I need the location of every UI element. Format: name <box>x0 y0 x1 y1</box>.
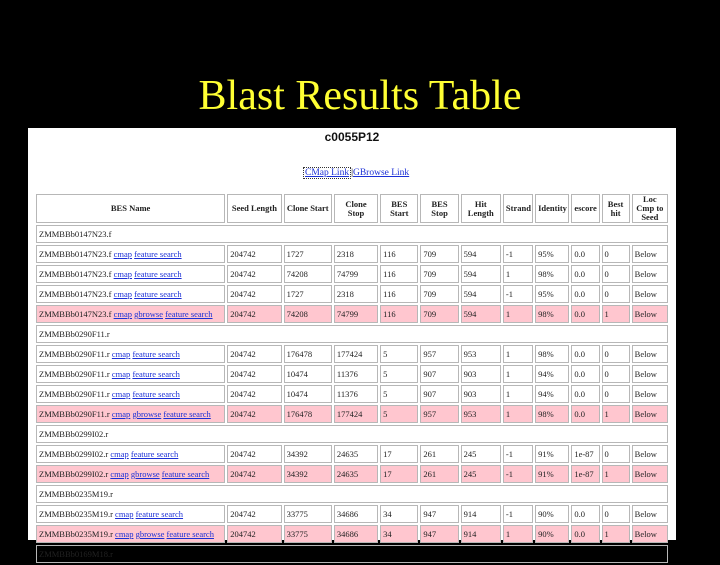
table-cell: 5 <box>380 385 418 403</box>
table-cell: 0 <box>602 505 630 523</box>
table-cell: 34392 <box>284 445 332 463</box>
bes-name: ZMMBBb0147N23.f <box>39 249 114 259</box>
table-cell: 1 <box>503 525 533 543</box>
table-cell: 0.0 <box>571 365 599 383</box>
table-cell: Below <box>632 405 668 423</box>
table-cell: 5 <box>380 365 418 383</box>
table-cell: 953 <box>461 345 501 363</box>
table-cell: 24635 <box>334 445 378 463</box>
group-row <box>36 425 668 443</box>
column-header: Best hit <box>602 194 630 223</box>
table-cell: 116 <box>380 245 418 263</box>
cmap-link[interactable]: cmap <box>115 509 134 519</box>
group-name: ZMMBBb0147N23.f <box>36 225 668 243</box>
bes-name-cell <box>36 405 225 423</box>
feature-search-link[interactable]: feature search <box>132 369 180 379</box>
table-cell: 709 <box>420 285 458 303</box>
table-cell: -1 <box>503 445 533 463</box>
table-cell: Below <box>632 505 668 523</box>
table-cell: 0 <box>602 365 630 383</box>
group-row <box>36 325 668 343</box>
table-cell: 34392 <box>284 465 332 483</box>
table-cell: 204742 <box>227 445 281 463</box>
bes-name: ZMMBBb0147N23.f <box>39 289 114 299</box>
cmap-link[interactable]: cmap <box>110 469 129 479</box>
column-header: escore <box>571 194 599 223</box>
group-row <box>36 225 668 243</box>
table-cell: 34 <box>380 525 418 543</box>
table-cell: 11376 <box>334 365 378 383</box>
table-cell: -1 <box>503 505 533 523</box>
table-row-best-hit <box>36 525 668 543</box>
table-cell: 34686 <box>334 505 378 523</box>
feature-search-link[interactable]: feature search <box>166 529 214 539</box>
table-cell: 903 <box>461 385 501 403</box>
table-header-row <box>36 194 668 223</box>
bes-name-cell <box>36 525 225 543</box>
bes-name-cell <box>36 385 225 403</box>
table-cell: 33775 <box>284 505 332 523</box>
table-cell: 94% <box>535 365 569 383</box>
bes-name: ZMMBBb0290F11.r <box>39 369 112 379</box>
table-cell: 594 <box>461 305 501 323</box>
table-cell: 957 <box>420 405 458 423</box>
feature-search-link[interactable]: feature search <box>130 449 179 459</box>
bes-name-cell <box>36 345 225 363</box>
table-cell: 176478 <box>284 345 332 363</box>
page-heading: c0055P12 <box>324 130 380 144</box>
table-cell: 1 <box>503 385 533 403</box>
table-row-best-hit <box>36 465 668 483</box>
table-cell: 261 <box>420 465 458 483</box>
table-cell: 204742 <box>227 385 281 403</box>
table-cell: 98% <box>535 345 569 363</box>
table-cell: 0 <box>602 345 630 363</box>
table-cell: 0.0 <box>571 265 599 283</box>
table-cell: Below <box>632 385 668 403</box>
table-cell: 5 <box>380 405 418 423</box>
table-cell: 0.0 <box>571 285 599 303</box>
table-cell: Below <box>632 465 668 483</box>
table-cell: 1e-87 <box>571 445 599 463</box>
group-row <box>36 545 668 563</box>
table-cell: 0 <box>602 285 630 303</box>
table-row <box>36 505 668 523</box>
cmap-link[interactable]: cmap <box>110 449 129 459</box>
table-cell: 5 <box>380 345 418 363</box>
table-cell: 0.0 <box>571 405 599 423</box>
bes-name-cell <box>36 365 225 383</box>
cmap-link[interactable]: CMap Link <box>305 168 350 178</box>
table-cell: 177424 <box>334 405 378 423</box>
table-cell: 709 <box>420 245 458 263</box>
table-cell: 91% <box>535 465 569 483</box>
table-cell: 0.0 <box>571 305 599 323</box>
table-cell: 11376 <box>334 385 378 403</box>
table-row <box>36 265 668 283</box>
table-cell: 98% <box>535 305 569 323</box>
bes-name-cell <box>36 285 225 303</box>
feature-search-link[interactable]: feature search <box>132 389 180 399</box>
table-row <box>36 285 668 303</box>
table-cell: 0 <box>602 265 630 283</box>
table-cell: 95% <box>535 285 569 303</box>
table-cell: 116 <box>380 265 418 283</box>
gbrowse-link[interactable]: GBrowse Link <box>352 168 410 178</box>
view-links <box>303 168 409 178</box>
feature-search-link[interactable]: feature search <box>161 469 210 479</box>
table-cell: 204742 <box>227 505 281 523</box>
feature-search-link[interactable]: feature search <box>135 509 184 519</box>
table-cell: 709 <box>420 265 458 283</box>
table-cell: 90% <box>535 505 569 523</box>
table-cell: 1 <box>503 265 533 283</box>
bes-name-cell <box>36 445 225 463</box>
table-row-best-hit <box>36 305 668 323</box>
table-cell: 594 <box>461 245 501 263</box>
table-cell: 176478 <box>284 405 332 423</box>
table-cell: 10474 <box>284 365 332 383</box>
table-cell: 1 <box>503 345 533 363</box>
cmap-link[interactable]: cmap <box>113 249 133 259</box>
column-header: Hit Length <box>461 194 501 223</box>
cmap-link[interactable]: cmap <box>111 349 131 359</box>
feature-search-link[interactable]: feature search <box>134 269 182 279</box>
bes-name-cell <box>36 305 225 323</box>
table-cell: 947 <box>420 505 458 523</box>
table-cell: Below <box>632 285 668 303</box>
bes-name: ZMMBBb0147N23.f <box>39 269 114 279</box>
table-cell: 95% <box>535 245 569 263</box>
table-cell: 1 <box>503 305 533 323</box>
group-row <box>36 485 668 503</box>
gbrowse-link[interactable]: gbrowse <box>132 409 162 419</box>
table-row <box>36 245 668 263</box>
table-cell: 90% <box>535 525 569 543</box>
column-header: Clone Start <box>284 194 332 223</box>
table-cell: 74208 <box>284 305 332 323</box>
table-cell: -1 <box>503 245 533 263</box>
table-cell: 177424 <box>334 345 378 363</box>
table-cell: 116 <box>380 285 418 303</box>
table-cell: 957 <box>420 345 458 363</box>
table-cell: 245 <box>461 445 501 463</box>
table-row <box>36 365 668 383</box>
table-cell: 1 <box>602 465 630 483</box>
table-cell: 204742 <box>227 345 281 363</box>
table-cell: 1 <box>503 405 533 423</box>
table-cell: 74208 <box>284 265 332 283</box>
table-cell: 34 <box>380 505 418 523</box>
bes-name-cell <box>36 465 225 483</box>
cmap-link[interactable]: cmap <box>115 529 134 539</box>
table-cell: -1 <box>503 285 533 303</box>
group-name: ZMMBBb0169M18.r <box>36 545 668 563</box>
table-cell: 204742 <box>227 305 281 323</box>
group-name: ZMMBBb0290F11.r <box>36 325 668 343</box>
bes-name-cell <box>36 265 225 283</box>
table-cell: 204742 <box>227 285 281 303</box>
table-cell: 594 <box>461 285 501 303</box>
table-cell: 74799 <box>334 265 378 283</box>
group-name: ZMMBBb0299I02.r <box>36 425 668 443</box>
gbrowse-link[interactable]: gbrowse <box>135 529 165 539</box>
table-cell: 1e-87 <box>571 465 599 483</box>
cmap-link[interactable]: cmap <box>111 369 131 379</box>
feature-search-link[interactable]: feature search <box>163 409 211 419</box>
table-row <box>36 345 668 363</box>
bes-name-cell <box>36 505 225 523</box>
table-cell: 1727 <box>284 285 332 303</box>
table-cell: 0 <box>602 245 630 263</box>
table-cell: 17 <box>380 445 418 463</box>
bes-name-cell <box>36 245 225 263</box>
column-header: BES Name <box>36 194 225 223</box>
table-cell: 245 <box>461 465 501 483</box>
table-cell: 0.0 <box>571 245 599 263</box>
table-cell: 2318 <box>334 245 378 263</box>
link-separator: | <box>351 168 353 178</box>
table-cell: 204742 <box>227 265 281 283</box>
table-cell: -1 <box>503 465 533 483</box>
slide-title: Blast Results Table <box>198 73 522 119</box>
feature-search-link[interactable]: feature search <box>132 349 180 359</box>
table-cell: 907 <box>420 365 458 383</box>
feature-search-link[interactable]: feature search <box>134 249 182 259</box>
table-cell: 0.0 <box>571 525 599 543</box>
table-cell: 34686 <box>334 525 378 543</box>
cmap-link[interactable]: cmap <box>111 389 131 399</box>
table-cell: 1 <box>602 405 630 423</box>
table-cell: 709 <box>420 305 458 323</box>
table-cell: 0.0 <box>571 505 599 523</box>
table-cell: 204742 <box>227 245 281 263</box>
column-header: Clone Stop <box>334 194 378 223</box>
table-cell: 17 <box>380 465 418 483</box>
table-cell: 116 <box>380 305 418 323</box>
table-cell: Below <box>632 345 668 363</box>
column-header: Seed Length <box>227 194 281 223</box>
table-cell: 0.0 <box>571 385 599 403</box>
table-cell: Below <box>632 265 668 283</box>
table-cell: 907 <box>420 385 458 403</box>
table-cell: Below <box>632 525 668 543</box>
cmap-link[interactable]: cmap <box>113 309 133 319</box>
table-row <box>36 445 668 463</box>
column-header: Identity <box>535 194 569 223</box>
table-cell: 1 <box>602 525 630 543</box>
blast-results-table <box>34 192 670 565</box>
bes-name: ZMMBBb0235M19.r <box>39 509 116 519</box>
cmap-link[interactable]: cmap <box>113 289 133 299</box>
table-cell: 953 <box>461 405 501 423</box>
table-cell: 1 <box>602 305 630 323</box>
table-cell: 94% <box>535 385 569 403</box>
column-header: Loc Cmp to Seed <box>632 194 668 223</box>
table-cell: 204742 <box>227 365 281 383</box>
table-cell: 0 <box>602 385 630 403</box>
table-cell: 594 <box>461 265 501 283</box>
table-cell: 914 <box>461 505 501 523</box>
table-cell: 2318 <box>334 285 378 303</box>
table-cell: 98% <box>535 265 569 283</box>
column-header: BES Stop <box>420 194 458 223</box>
table-cell: Below <box>632 365 668 383</box>
feature-search-link[interactable]: feature search <box>134 289 182 299</box>
gbrowse-link[interactable]: gbrowse <box>134 309 163 319</box>
table-cell: 1727 <box>284 245 332 263</box>
table-cell: 0.0 <box>571 345 599 363</box>
column-header: BES Start <box>380 194 418 223</box>
table-cell: 91% <box>535 445 569 463</box>
table-cell: 261 <box>420 445 458 463</box>
table-cell: 98% <box>535 405 569 423</box>
cmap-link[interactable]: cmap <box>111 409 131 419</box>
bes-name: ZMMBBb0290F11.r <box>39 349 112 359</box>
table-cell: Below <box>632 445 668 463</box>
table-cell: Below <box>632 305 668 323</box>
group-name: ZMMBBb0235M19.r <box>36 485 668 503</box>
bes-name: ZMMBBb0235M19.r <box>39 529 116 539</box>
bes-name: ZMMBBb0299I02.r <box>39 469 111 479</box>
table-cell: 1 <box>503 365 533 383</box>
table-cell: 204742 <box>227 525 281 543</box>
table-cell: 33775 <box>284 525 332 543</box>
table-cell: 10474 <box>284 385 332 403</box>
table-cell: 0 <box>602 445 630 463</box>
column-header: Strand <box>503 194 533 223</box>
table-cell: 204742 <box>227 465 281 483</box>
table-cell: Below <box>632 245 668 263</box>
table-cell: 914 <box>461 525 501 543</box>
gbrowse-link[interactable]: gbrowse <box>130 469 160 479</box>
table-cell: 24635 <box>334 465 378 483</box>
bes-name: ZMMBBb0290F11.r <box>39 389 112 399</box>
bes-name: ZMMBBb0299I02.r <box>39 449 111 459</box>
feature-search-link[interactable]: feature search <box>165 309 213 319</box>
table-cell: 204742 <box>227 405 281 423</box>
table-cell: 74799 <box>334 305 378 323</box>
table-cell: 903 <box>461 365 501 383</box>
cmap-link[interactable]: cmap <box>113 269 133 279</box>
browser-screenshot-panel <box>28 128 676 559</box>
table-row <box>36 385 668 403</box>
table-row-best-hit <box>36 405 668 423</box>
bes-name: ZMMBBb0147N23.f <box>39 309 114 319</box>
table-cell: 947 <box>420 525 458 543</box>
bes-name: ZMMBBb0290F11.r <box>39 409 112 419</box>
